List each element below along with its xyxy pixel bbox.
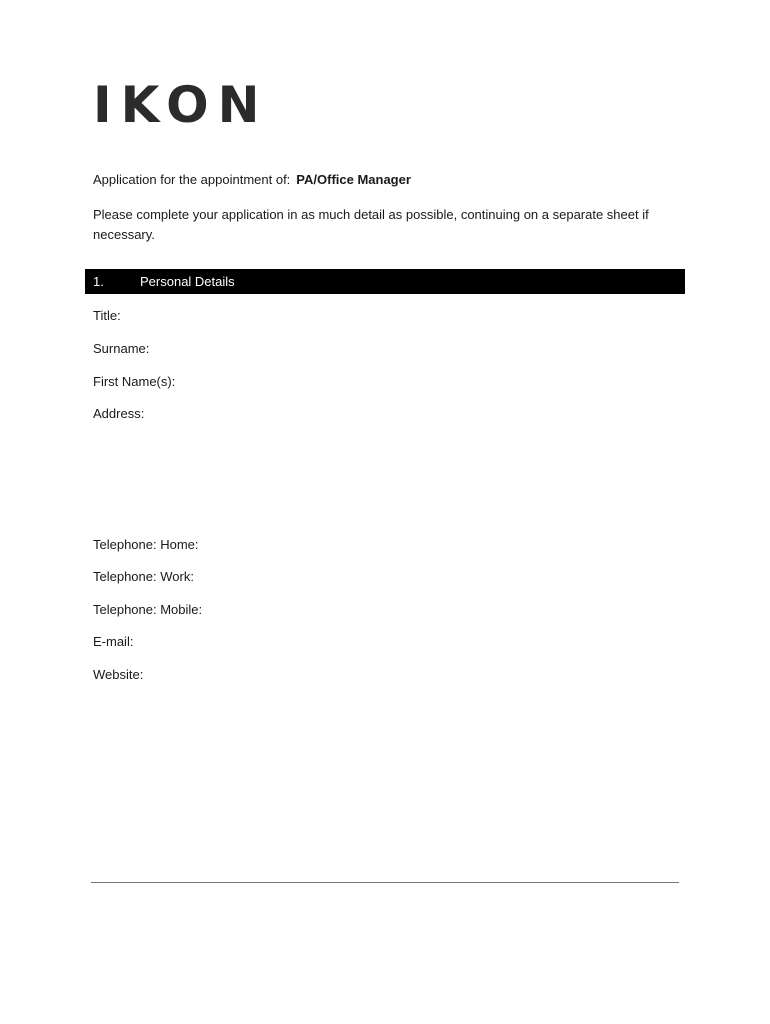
footer-divider xyxy=(91,882,679,883)
surname-label: Surname: xyxy=(93,341,150,356)
section-title: Personal Details xyxy=(140,274,235,289)
address-label: Address: xyxy=(93,406,145,421)
email-label: E-mail: xyxy=(93,634,134,649)
section-header-personal-details xyxy=(85,269,685,294)
instructions-text: Please complete your application in as much detail as possible, continuing on a separate sheet if necessary. xyxy=(93,207,649,242)
position-title: PA/Office Manager xyxy=(296,172,411,187)
telephone-mobile-label: Telephone: Mobile: xyxy=(93,602,203,617)
telephone-work-label: Telephone: Work: xyxy=(93,569,194,584)
ikon-logo: IKON xyxy=(93,76,269,134)
appointment-label: Application for the appointment of: xyxy=(93,172,291,187)
first-names-label: First Name(s): xyxy=(93,374,176,389)
website-label: Website: xyxy=(93,667,144,682)
title-label: Title: xyxy=(93,308,121,323)
telephone-home-label: Telephone: Home: xyxy=(93,537,199,552)
appointment-line xyxy=(93,171,411,189)
section-number: 1. xyxy=(93,274,104,289)
